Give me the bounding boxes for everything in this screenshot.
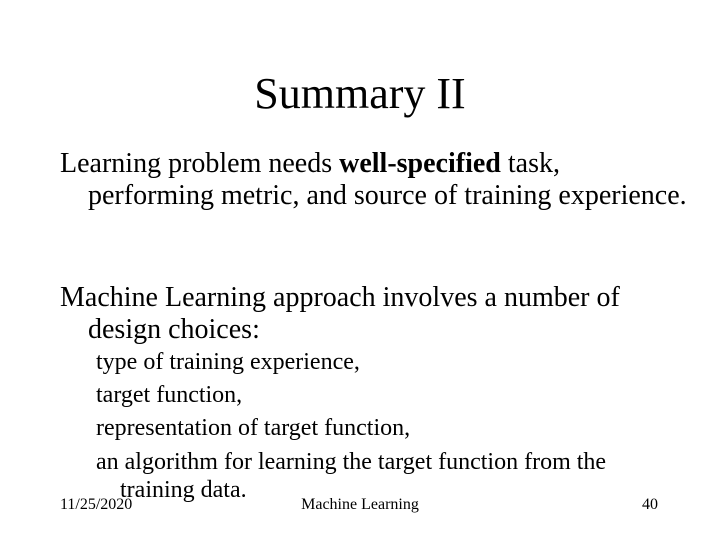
page-number: 40 xyxy=(642,496,658,513)
slide-title: Summary II xyxy=(254,69,466,118)
footer-date: 11/25/2020 xyxy=(60,496,133,513)
list-item: type of training experience, xyxy=(96,349,360,375)
footer-title: Machine Learning xyxy=(301,496,419,513)
paragraph-learning-problem xyxy=(60,148,688,212)
para1-text-after: task, performing metric, and source of training experience. xyxy=(88,148,687,211)
para1-bold-text: well-specified xyxy=(339,148,501,179)
list-item: an algorithm for learning the target function from the training data. xyxy=(96,449,607,503)
list-item: representation of target function, xyxy=(96,415,411,441)
paragraph-design-choices: Machine Learning approach involves a number of design choices: xyxy=(60,282,620,345)
para1-text-before: Learning problem needs xyxy=(60,148,340,179)
design-choices-list xyxy=(96,346,656,504)
list-item: target function, xyxy=(96,382,243,408)
